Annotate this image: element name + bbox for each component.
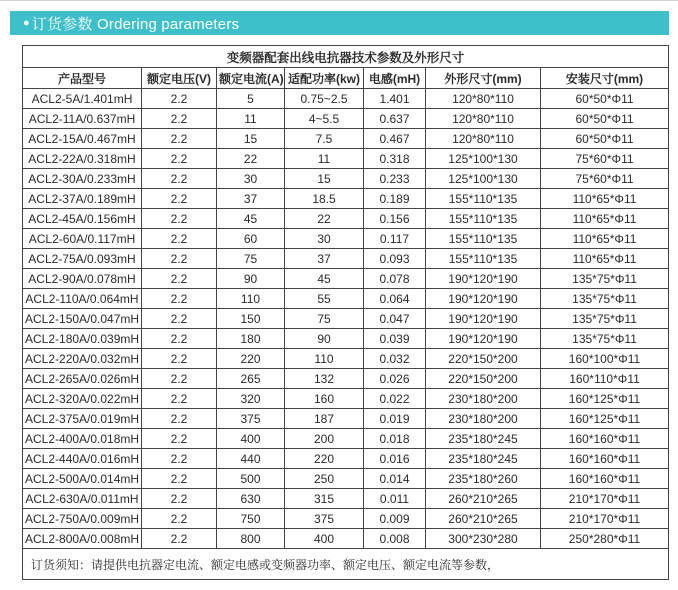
table-cell: 132 <box>285 369 364 389</box>
table-cell: 235*180*245 <box>426 449 541 469</box>
table-cell: 22 <box>285 209 364 229</box>
table-cell: 135*75*Φ11 <box>541 329 669 349</box>
table-cell: 315 <box>285 489 364 509</box>
table-cell: 320 <box>217 389 285 409</box>
table-cell: 11 <box>217 109 285 129</box>
column-header: 额定电流(A) <box>217 68 285 89</box>
table-cell: 160*110*Φ11 <box>541 369 669 389</box>
table-cell: 2.2 <box>142 469 217 489</box>
table-row <box>23 289 669 309</box>
table-cell: 75*60*Φ11 <box>541 149 669 169</box>
table-cell: 135*75*Φ11 <box>541 309 669 329</box>
table-cell: 120*80*110 <box>426 109 541 129</box>
table-cell: 220 <box>285 449 364 469</box>
table-cell: 160*160*Φ11 <box>541 469 669 489</box>
table-cell: 37 <box>217 189 285 209</box>
table-cell: 2.2 <box>142 449 217 469</box>
table-cell: ACL2-220A/0.032mH <box>23 349 142 369</box>
table-cell: 375 <box>285 509 364 529</box>
column-header: 电感(mH) <box>364 68 426 89</box>
table-cell: 2.2 <box>142 209 217 229</box>
table-row <box>23 389 669 409</box>
table-cell: 60*50*Φ11 <box>541 89 669 109</box>
table-cell: ACL2-440A/0.016mH <box>23 449 142 469</box>
table-cell: 125*100*130 <box>426 169 541 189</box>
table-cell: 0.093 <box>364 249 426 269</box>
table-row <box>23 469 669 489</box>
table-cell: 200 <box>285 429 364 449</box>
table-cell: ACL2-30A/0.233mH <box>23 169 142 189</box>
table-cell: 630 <box>217 489 285 509</box>
table-title-row <box>23 46 669 68</box>
table-cell: 2.2 <box>142 129 217 149</box>
table-cell: 2.2 <box>142 349 217 369</box>
table-row <box>23 149 669 169</box>
table-cell: 0.032 <box>364 349 426 369</box>
table-cell: 190*120*190 <box>426 309 541 329</box>
table-cell: 160*160*Φ11 <box>541 429 669 449</box>
table-cell: 0.014 <box>364 469 426 489</box>
table-cell: 0.156 <box>364 209 426 229</box>
table-cell: 30 <box>217 169 285 189</box>
table-row <box>23 509 669 529</box>
table-cell: 0.039 <box>364 329 426 349</box>
table-row <box>23 169 669 189</box>
table-cell: 110*65*Φ11 <box>541 189 669 209</box>
table-cell: ACL2-800A/0.008mH <box>23 529 142 549</box>
table-cell: 30 <box>285 229 364 249</box>
table-cell: 2.2 <box>142 189 217 209</box>
table-cell: 2.2 <box>142 489 217 509</box>
column-header: 产品型号 <box>23 68 142 89</box>
table-row <box>23 369 669 389</box>
table-cell: 2.2 <box>142 389 217 409</box>
table-cell: 15 <box>285 169 364 189</box>
table-cell: ACL2-180A/0.039mH <box>23 329 142 349</box>
table-row <box>23 249 669 269</box>
table-cell: 160*125*Φ11 <box>541 409 669 429</box>
table-cell: 0.026 <box>364 369 426 389</box>
table-cell: 800 <box>217 529 285 549</box>
table-row <box>23 209 669 229</box>
table-cell: 190*120*190 <box>426 269 541 289</box>
table-cell: 210*170*Φ11 <box>541 509 669 529</box>
table-cell: 2.2 <box>142 409 217 429</box>
table-cell: ACL2-500A/0.014mH <box>23 469 142 489</box>
table-row <box>23 449 669 469</box>
table-cell: 5 <box>217 89 285 109</box>
table-cell: 0.637 <box>364 109 426 129</box>
table-cell: 45 <box>217 209 285 229</box>
table-cell: ACL2-15A/0.467mH <box>23 129 142 149</box>
table-cell: 120*80*110 <box>426 89 541 109</box>
table-cell: 0.064 <box>364 289 426 309</box>
table-cell: 37 <box>285 249 364 269</box>
table-cell: ACL2-37A/0.189mH <box>23 189 142 209</box>
table-cell: 7.5 <box>285 129 364 149</box>
table-row <box>23 489 669 509</box>
table-cell: 15 <box>217 129 285 149</box>
table-cell: 160*100*Φ11 <box>541 349 669 369</box>
parameters-table <box>22 45 669 580</box>
table-cell: ACL2-400A/0.018mH <box>23 429 142 449</box>
table-cell: 18.5 <box>285 189 364 209</box>
table-cell: 0.019 <box>364 409 426 429</box>
table-cell: 0.75~2.5 <box>285 89 364 109</box>
table-cell: 260*210*265 <box>426 509 541 529</box>
table-cell: 230*180*200 <box>426 409 541 429</box>
table-cell: 45 <box>285 269 364 289</box>
table-cell: ACL2-11A/0.637mH <box>23 109 142 129</box>
table-cell: 2.2 <box>142 529 217 549</box>
table-cell: 60*50*Φ11 <box>541 109 669 129</box>
table-cell: 135*75*Φ11 <box>541 289 669 309</box>
table-cell: 400 <box>285 529 364 549</box>
table-cell: 22 <box>217 149 285 169</box>
table-cell: 75*60*Φ11 <box>541 169 669 189</box>
table-cell: 11 <box>285 149 364 169</box>
table-cell: ACL2-265A/0.026mH <box>23 369 142 389</box>
table-cell: 2.2 <box>142 149 217 169</box>
column-header: 适配功率(kw) <box>285 68 364 89</box>
table-cell: 120*80*110 <box>426 129 541 149</box>
column-header: 安装尺寸(mm) <box>541 68 669 89</box>
bullet-icon: ● <box>23 16 30 29</box>
table-cell: 265 <box>217 369 285 389</box>
table-cell: 180 <box>217 329 285 349</box>
table-header-row <box>23 68 669 89</box>
table-cell: 260*210*265 <box>426 489 541 509</box>
table-cell: 2.2 <box>142 109 217 129</box>
table-cell: 220*150*200 <box>426 369 541 389</box>
table-cell: 2.2 <box>142 269 217 289</box>
table-cell: 187 <box>285 409 364 429</box>
table-cell: 110*65*Φ11 <box>541 249 669 269</box>
table-cell: 110*65*Φ11 <box>541 209 669 229</box>
table-cell: 375 <box>217 409 285 429</box>
table-cell: ACL2-150A/0.047mH <box>23 309 142 329</box>
table-cell: 75 <box>217 249 285 269</box>
table-row <box>23 109 669 129</box>
table-cell: 0.016 <box>364 449 426 469</box>
table-cell: 1.401 <box>364 89 426 109</box>
table-note-row <box>23 549 669 580</box>
table-cell: 400 <box>217 429 285 449</box>
table-cell: 160*160*Φ11 <box>541 449 669 469</box>
table-cell: 2.2 <box>142 309 217 329</box>
table-cell: 2.2 <box>142 329 217 349</box>
table-title: 变频器配套出线电抗器技术参数及外形尺寸 <box>23 46 669 68</box>
table-row <box>23 529 669 549</box>
table-cell: 0.008 <box>364 529 426 549</box>
page-top-rule <box>0 0 678 1</box>
table-cell: 500 <box>217 469 285 489</box>
table-cell: 60 <box>217 229 285 249</box>
table-cell: ACL2-45A/0.156mH <box>23 209 142 229</box>
table-cell: 190*120*190 <box>426 289 541 309</box>
table-cell: 0.467 <box>364 129 426 149</box>
table-cell: 0.233 <box>364 169 426 189</box>
table-cell: 60*50*Φ11 <box>541 129 669 149</box>
table-cell: ACL2-75A/0.093mH <box>23 249 142 269</box>
table-cell: 235*180*260 <box>426 469 541 489</box>
table-row <box>23 329 669 349</box>
table-cell: ACL2-630A/0.011mH <box>23 489 142 509</box>
table-row <box>23 89 669 109</box>
table-cell: 155*110*135 <box>426 229 541 249</box>
table-cell: 2.2 <box>142 169 217 189</box>
table-cell: 220 <box>217 349 285 369</box>
table-cell: ACL2-60A/0.117mH <box>23 229 142 249</box>
table-cell: 90 <box>217 269 285 289</box>
table-row <box>23 409 669 429</box>
table-cell: 110*65*Φ11 <box>541 229 669 249</box>
table-cell: 210*170*Φ11 <box>541 489 669 509</box>
table-cell: 155*110*135 <box>426 189 541 209</box>
table-row <box>23 429 669 449</box>
table-cell: ACL2-750A/0.009mH <box>23 509 142 529</box>
table-cell: ACL2-320A/0.022mH <box>23 389 142 409</box>
column-header: 额定电压(V) <box>142 68 217 89</box>
table-cell: 300*230*280 <box>426 529 541 549</box>
table-cell: 150 <box>217 309 285 329</box>
table-cell: 2.2 <box>142 89 217 109</box>
table-cell: 2.2 <box>142 289 217 309</box>
table-cell: 0.318 <box>364 149 426 169</box>
table-cell: 0.047 <box>364 309 426 329</box>
table-cell: 250*280*Φ11 <box>541 529 669 549</box>
section-title: 订货参数 Ordering parameters <box>31 15 240 33</box>
table-cell: 55 <box>285 289 364 309</box>
table-cell: 0.078 <box>364 269 426 289</box>
table-cell: 4~5.5 <box>285 109 364 129</box>
section-header <box>10 11 669 35</box>
table-cell: 135*75*Φ11 <box>541 269 669 289</box>
table-cell: ACL2-22A/0.318mH <box>23 149 142 169</box>
table-cell: 0.022 <box>364 389 426 409</box>
table-cell: 2.2 <box>142 229 217 249</box>
table-cell: 220*150*200 <box>426 349 541 369</box>
table-row <box>23 349 669 369</box>
table-row <box>23 309 669 329</box>
table-cell: 90 <box>285 329 364 349</box>
table-cell: 190*120*190 <box>426 329 541 349</box>
table-cell: 155*110*135 <box>426 249 541 269</box>
table-row <box>23 269 669 289</box>
table-cell: ACL2-90A/0.078mH <box>23 269 142 289</box>
table-cell: ACL2-110A/0.064mH <box>23 289 142 309</box>
table-cell: 2.2 <box>142 429 217 449</box>
table-cell: 2.2 <box>142 509 217 529</box>
table-cell: 110 <box>285 349 364 369</box>
table-cell: 440 <box>217 449 285 469</box>
parameters-table-container <box>22 45 669 580</box>
table-row <box>23 229 669 249</box>
table-cell: 110 <box>217 289 285 309</box>
column-header: 外形尺寸(mm) <box>426 68 541 89</box>
table-cell: 0.011 <box>364 489 426 509</box>
table-row <box>23 189 669 209</box>
table-cell: 230*180*200 <box>426 389 541 409</box>
table-cell: 750 <box>217 509 285 529</box>
table-cell: 75 <box>285 309 364 329</box>
table-cell: 0.117 <box>364 229 426 249</box>
table-cell: 160*125*Φ11 <box>541 389 669 409</box>
table-cell: 235*180*245 <box>426 429 541 449</box>
table-cell: 0.018 <box>364 429 426 449</box>
table-cell: 0.189 <box>364 189 426 209</box>
table-cell: 2.2 <box>142 249 217 269</box>
ordering-note: 订货须知：请提供电抗器定电流、额定电感或变频器功率、额定电压、额定电流等参数， <box>23 549 669 580</box>
table-cell: 125*100*130 <box>426 149 541 169</box>
table-cell: 155*110*135 <box>426 209 541 229</box>
table-cell: 0.009 <box>364 509 426 529</box>
table-cell: 160 <box>285 389 364 409</box>
table-cell: 250 <box>285 469 364 489</box>
table-cell: 2.2 <box>142 369 217 389</box>
table-cell: ACL2-375A/0.019mH <box>23 409 142 429</box>
table-row <box>23 129 669 149</box>
table-cell: ACL2-5A/1.401mH <box>23 89 142 109</box>
